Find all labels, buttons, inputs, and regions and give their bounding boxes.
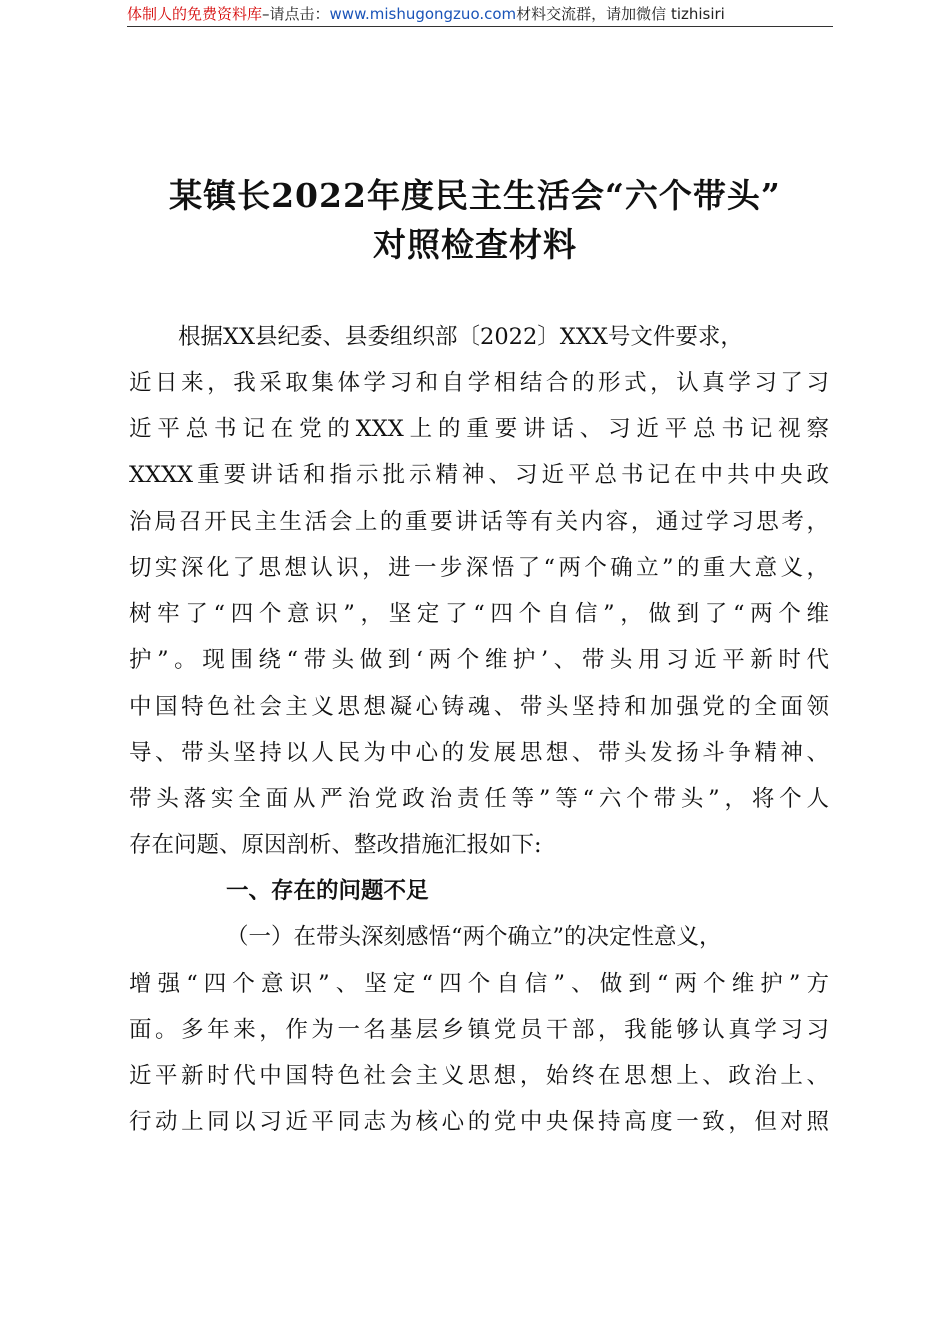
document-title-line-1: 某镇长2022年度民主生活会“六个带头” <box>169 176 781 215</box>
intro-paragraph-line: 近日来，我采取集体学习和自学相结合的形式，认真学习了习 <box>129 370 829 396</box>
intro-paragraph-line: 存在问题、原因剖析、整改措施汇报如下: <box>129 832 542 858</box>
intro-paragraph-line: 导、带头坚持以人民为中心的发展思想、带头发扬斗争精神、 <box>129 740 829 766</box>
intro-paragraph-line: 带头落实全面从严治党政治责任等”等“六个带头”，将个人 <box>129 786 829 812</box>
intro-paragraph-line: 根据XX县纪委、县委组织部〔2022〕XXX号文件要求， <box>178 324 743 350</box>
intro-paragraph-line: XXXX重要讲话和指示批示精神、习近平总书记在中共中央政 <box>129 462 829 488</box>
section-heading: 一、存在的问题不足 <box>226 878 429 904</box>
subsection-paragraph-line: 面。多年来，作为一名基层乡镇党员干部，我能够认真学习习 <box>129 1017 829 1043</box>
subsection-paragraph-line: （一）在带头深刻感悟“两个确立”的决定性意义， <box>226 924 722 950</box>
intro-paragraph-line: 切实深化了思想认识，进一步深悟了“两个确立”的重大意义， <box>129 555 829 581</box>
intro-paragraph-line: 近平总书记在党的XXX上的重要讲话、习近平总书记视察 <box>129 416 829 442</box>
intro-paragraph-line: 树牢了“四个意识”，坚定了“四个自信”，做到了“两个维 <box>129 601 829 627</box>
intro-paragraph-line: 中国特色社会主义思想凝心铸魂、带头坚持和加强党的全面领 <box>129 694 829 720</box>
header-site-name: 体制人的免费资料库 <box>127 5 263 23</box>
intro-paragraph-line: 护”。现围绕“带头做到‘两个维护’、带头用习近平新时代 <box>129 647 829 673</box>
subsection-paragraph-line: 行动上同以习近平同志为核心的党中央保持高度一致，但对照 <box>129 1109 829 1135</box>
header-contact-text: 材料交流群，请加微信 tizhisiri <box>516 5 725 23</box>
header-site-link[interactable]: www.mishugongzuo.com <box>329 5 517 23</box>
intro-paragraph-line: 治局召开民主生活会上的重要讲话等有关内容，通过学习思考， <box>129 509 829 535</box>
header-prompt: –请点击： <box>262 5 330 23</box>
site-header <box>127 4 833 27</box>
subsection-paragraph-line: 增强“四个意识”、坚定“四个自信”、做到“两个维护”方 <box>129 971 829 997</box>
document-title-line-2: 对照检查材料 <box>373 225 577 264</box>
subsection-paragraph-line: 近平新时代中国特色社会主义思想，始终在思想上、政治上、 <box>129 1063 829 1089</box>
